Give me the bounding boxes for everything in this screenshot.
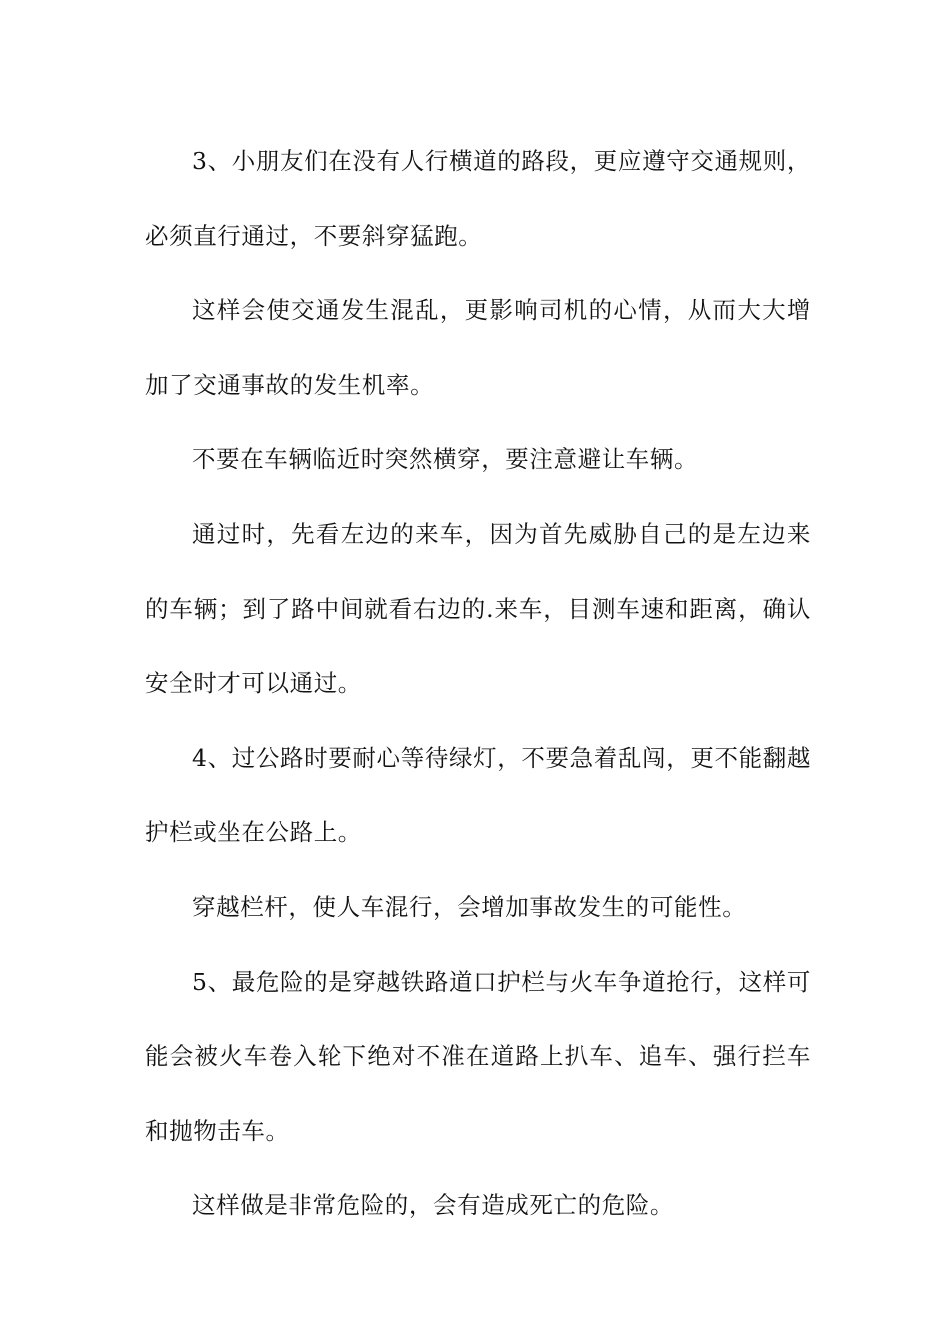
paragraph-look-left-right: 通过时，先看左边的来车，因为首先威胁自己的是左边来的车辆；到了路中间就看右边的.来车，目测车速和距离，确认安全时才可以通过。 <box>145 519 811 698</box>
document-body <box>145 124 811 1243</box>
paragraph-rule-4: 4、过公路时要耐心等待绿灯，不要急着乱闯，更不能翻越护栏或坐在公路上。 <box>145 743 811 847</box>
paragraph-danger: 这样做是非常危险的，会有造成死亡的危险。 <box>192 1191 674 1220</box>
paragraph-no-sudden-crossing: 不要在车辆临近时突然横穿，要注意避让车辆。 <box>192 445 699 474</box>
paragraph-rule-3: 3、小朋友们在没有人行横道的路段，更应遵守交通规则，必须直行通过，不要斜穿猛跑。 <box>145 147 811 250</box>
paragraph-rule-5: 5、最危险的是穿越铁路道口护栏与火车争道抢行，这样可能会被火车卷入轮下绝对不准在道路上扒车、追车、强行拦车和抛物击车。 <box>145 967 811 1145</box>
paragraph-confusion: 这样会使交通发生混乱，更影响司机的心情，从而大大增加了交通事故的发生机率。 <box>145 296 811 399</box>
paragraph-railing: 穿越栏杆，使人车混行，会增加事故发生的可能性。 <box>192 892 747 921</box>
